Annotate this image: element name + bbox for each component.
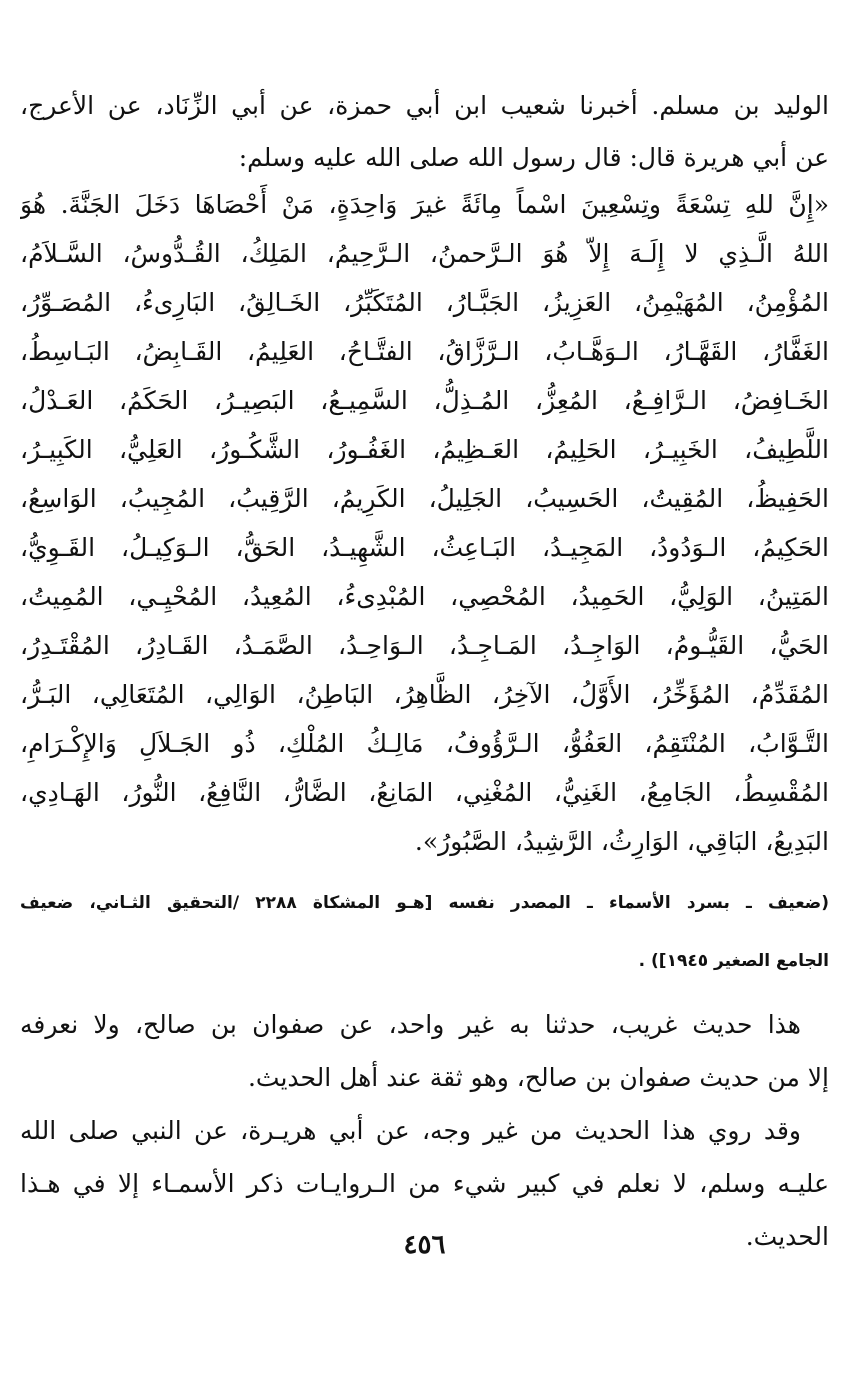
page-number: ٤٥٦	[403, 1230, 446, 1260]
text-line: الحَيُّ، القَيُّـومُ، الوَاجِـدُ، المَـاجِـدُ، الـوَاحِـدُ، الصَّمَـدُ، القَـادِرُ، المُقْتَـدِرُ،	[20, 631, 829, 660]
text-line: عن أبي هريرة قال: قال رسول الله صلى الله عليه وسلم:	[238, 143, 829, 172]
text-line: البَدِيعُ، البَاقِي، الوَارِثُ، الرَّشِيدُ، الصَّبُورُ».	[414, 827, 829, 856]
spacer	[20, 990, 829, 998]
text-line: اللَّطِيفُ، الخَبِيـرُ، الحَلِيمُ، العَـظِيمُ، الغَفُـورُ، الشَّكُـورُ، العَلِيُّ، الكَبِيـرُ،	[20, 435, 829, 464]
text-line: التَّـوَّابُ، المُنْتَقِمُ، العَفُوُّ، الـرَّؤُوفُ، مَالِـكُ المُلْكِ، ذُو الجَـلاَلِ وَالإِكْـرَامِ،	[20, 729, 829, 758]
note-line: الجامع الصغير ١٩٤٥]) .	[638, 951, 829, 971]
text-line: وقد روي هذا الحديث من غير وجه، عن أبي هريـرة، عن النبي صلى الله	[20, 1116, 801, 1145]
text-line: اللهُ الَّـذِي لا إِلَـهَ إِلاّ هُوَ الـرَّحمنُ، الـرَّحِيمُ، المَلِكُ، القُـدُّوسُ، السَّـلاَمُ،	[20, 239, 829, 268]
text-line: عليـه وسلم، لا نعلم في كبير شيء من الـروايـات ذكر الأسمـاء إلا في هـذا	[20, 1169, 829, 1198]
text-line: المُؤْمِنُ، المُهَيْمِنُ، العَزِيزُ، الجَبَّـارُ، المُتَكَبِّرُ، الخَـالِقُ، البَارِىءُ، المُصَـوِّرُ،	[20, 288, 829, 317]
text-line: الغَفَّارُ، القَهَّـارُ، الـوَهَّـابُ، الـرَّزَّاقُ، الفتَّـاحُ، العَلِيمُ، القَـابِضُ، البَـاسِطُ،	[20, 337, 829, 366]
text-line: الوليد بن مسلم. أخبرنا شعيب ابن أبي حمزة، عن أبي الزِّنَاد، عن الأعرج،	[20, 91, 829, 120]
text-line: الحَكِيمُ، الـوَدُودُ، المَجِيـدُ، البَـاعِثُ، الشَّهِيـدُ، الحَقُّ، الـوَكِيـلُ، القَـوِيُّ،	[20, 533, 829, 562]
text-line: المُقَدِّمُ، المُؤَخِّرُ، الأَوَّلُ، الآخِرُ، الظَّاهِرُ، البَاطِنُ، الوَالِي، المُتَعَالِي، البَـرُّ،	[20, 680, 829, 709]
text-line: الحَفِيظُ، المُقِيتُ، الحَسِيبُ، الجَلِيلُ، الكَرِيمُ، الرَّقِيبُ، المُجِيبُ، الوَاسِعُ،	[20, 484, 829, 513]
hadith-names-paragraph	[20, 180, 829, 866]
commentary-paragraph	[20, 998, 829, 1104]
isnad-paragraph	[20, 80, 829, 184]
text-line: الخَـافِضُ، الـرَّافِـعُ، المُعِزُّ، المُـذِلُّ، السَّمِيـعُ، البَصِيـرُ، الحَكَمُ، العَـدْلُ،	[20, 386, 829, 415]
note-line: (ضعيف ـ بسرد الأسماء ـ المصدر نفسه [هـو المشكاة ٢٢٨٨ /التحقيق الثـاني، ضعيف	[20, 893, 829, 913]
text-line: «إِنَّ للهِ تِسْعَةً وتِسْعِينَ اسْماً مِائَةً غيرَ وَاحِدَةٍ، مَنْ أَحْصَاهَا دَخَلَ الجَنَّةَ. هُوَ	[20, 190, 829, 219]
text-line: المَتِينُ، الوَلِيُّ، الحَمِيدُ، المُحْصِي، المُبْدِىءُ، المُعِيدُ، المُحْيِـي، المُمِيتُ،	[20, 582, 829, 611]
commentary	[20, 998, 829, 1263]
grading-note	[20, 874, 829, 990]
text-line: هذا حديث غريب، حدثنا به غير واحد، عن صفوان بن صالح، ولا نعرفه	[20, 1010, 801, 1039]
document-page	[20, 80, 829, 1336]
text-line: المُقْسِطُ، الجَامِعُ، الغَنِيُّ، المُغْنِي، المَانِعُ، الضَّارُّ، النَّافِعُ، النُّورُ، الهَـادِي،	[20, 778, 829, 807]
text-line: الحديث.	[745, 1222, 829, 1251]
text-line: إلا من حديث صفوان بن صالح، وهو ثقة عند أهل الحديث.	[247, 1063, 829, 1092]
